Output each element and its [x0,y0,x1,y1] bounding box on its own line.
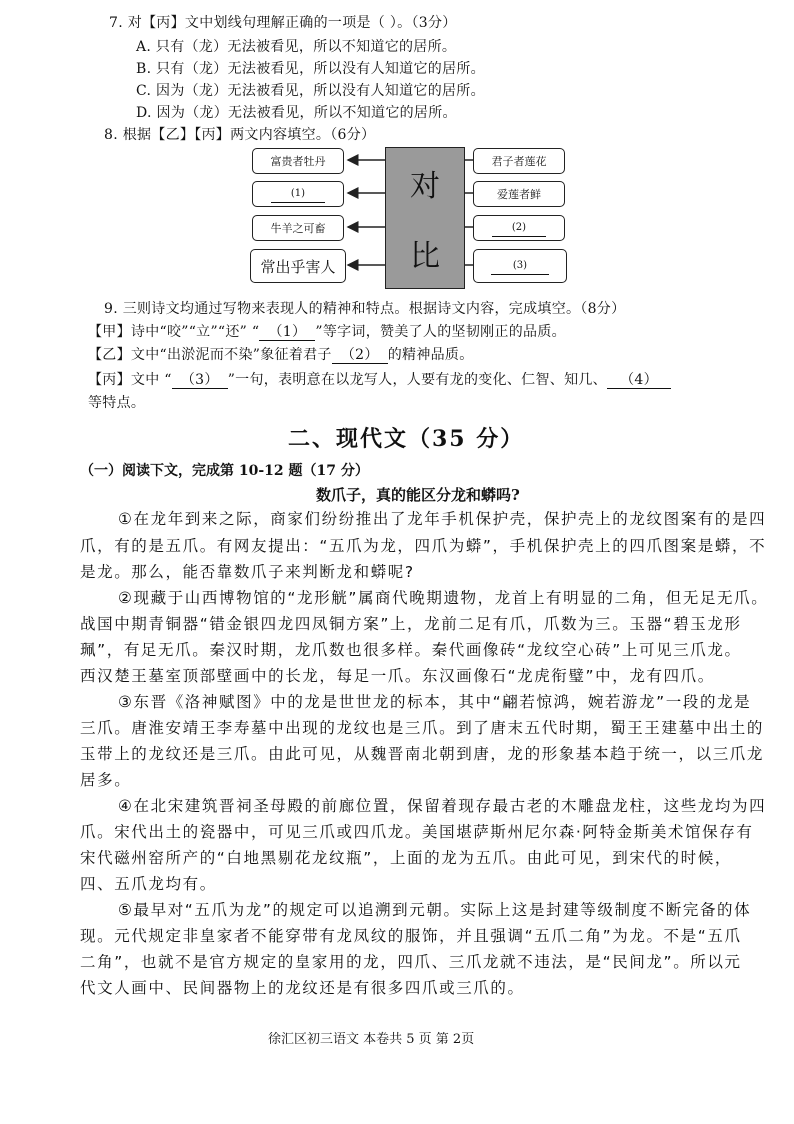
para-line: 战国中期青铜器“错金银四龙四凤铜方案”上，龙前二足有爪，爪数为三。玉器“碧玉龙形 [80,615,742,633]
q9-blank-4[interactable]: （4） [607,372,671,389]
q7-option-b: B. 只有（龙）无法被看见，所以没有人知道它的居所。 [136,61,485,77]
diagram-right-box-2: 爱莲者鲜 [473,181,565,207]
para-line: 珮”，有足无爪。秦汉时期，龙爪数也很多样。秦代画像砖“龙纹空心砖”上可见三爪龙。 [80,641,742,659]
q9-bing-end: 等特点。 [88,395,146,411]
diagram-left-box-1: 富贵者牡丹 [252,148,344,174]
q7-option-d: D. 因为（龙）无法被看见，所以不知道它的居所。 [136,105,457,121]
q8-stem: 8. 根据【乙】【丙】两文内容填空。（6分） [104,127,376,143]
diagram-right-box-4 [473,249,567,283]
para-line: 玉带上的龙纹还是三爪。由此可见，从魏晋南北朝到唐，龙的形象基本趋于统一，以三爪龙 [80,745,765,763]
para-line: 是龙。那么，能否靠数爪子来判断龙和蟒呢? [80,563,415,581]
q9-jia-line: 【甲】诗中“咬”“立”“还” “ （1） ”等字词，赞美了人的坚韧刚正的品质。 [88,324,566,340]
center-char-2: 比 [410,239,440,274]
para-line: ③东晋《洛神赋图》中的龙是世世龙的标本，其中“翩若惊鸿，婉若游龙”一段的龙是 [118,693,752,711]
para-line: ①在龙年到来之际，商家们纷纷推出了龙年手机保护壳，保护壳上的龙纹图案有的是四 [118,510,767,528]
para-line: 四、五爪龙均有。 [80,875,217,893]
para-line: ④在北宋建筑晋祠圣母殿的前廊位置，保留着现存最古老的木雕盘龙柱，这些龙均为四 [118,797,767,815]
para-line: 代文人画中、民间器物上的龙纹还是有很多四爪或三爪的。 [80,979,525,997]
para-line: 三爪。唐淮安靖王李寿墓中出现的龙纹也是三爪。到了唐末五代时期，蜀王王建墓中出土的 [80,719,765,737]
q7-option-a: A. 只有（龙）无法被看见，所以不知道它的居所。 [136,39,457,55]
center-char-1: 对 [410,169,440,204]
para-line: 爪，有的是五爪。有网友提出：“五爪为龙，四爪为蟒”，手机保护壳上的四爪图案是蟒，不 [80,537,767,555]
diagram-left-box-3: 牛羊之可畜 [252,215,344,241]
q9-bing-line: 【丙】文中 “ （3） ”一句，表明意在以龙写人，人要有龙的变化、仁智、知几、 （4） [88,369,671,389]
blank-1[interactable]: (1) [271,186,325,203]
q9-blank-3[interactable]: （3） [172,372,228,389]
q9-stem: 9. 三则诗文均通过写物来表现人的精神和特点。根据诗文内容，完成填空。（8分） [104,301,626,317]
q9-blank-2[interactable]: （2） [332,347,388,364]
para-line: 二角”，也就不是官方规定的皇家用的龙，四爪、三爪龙就不违法，是“民间龙”。所以元 [80,953,742,971]
para-line: 现。元代规定非皇家者不能穿带有龙凤纹的服饰，并且强调“五爪二角”为龙。不是“五爪 [80,927,742,945]
q9-blank-1[interactable]: （1） [259,324,315,341]
contrast-center-box [385,147,465,289]
diagram-left-box-4: 常出乎害人 [250,249,346,283]
para-line: 西汉楚王墓室顶部壁画中的长龙，每足一爪。东汉画像石“龙虎衔璧”中，龙有四爪。 [80,667,715,685]
section-subtitle: （一）阅读下文，完成第 10-12 题（17 分） [80,463,369,479]
q9-yi-line: 【乙】文中“出淤泥而不染”象征着君子 （2） 的精神品质。 [88,347,474,363]
para-line: 宋代磁州窑所产的“白地黑剔花龙纹瓶”，上面的龙为五爪。由此可见，到宋代的时候， [80,849,732,867]
para-line: ②现藏于山西博物馆的“龙形觥”属商代晚期遗物，龙首上有明显的二角，但无足无爪。 [118,589,769,607]
diagram-left-box-2 [252,181,344,207]
diagram-right-box-3 [473,215,565,241]
q7-stem: 7. 对【丙】文中划线句理解正确的一项是（ ）。（3分） [109,15,457,31]
diagram-right-box-1: 君子者莲花 [473,148,565,174]
section-title: 二、现代文（35 分） [288,426,525,452]
para-line: 居多。 [80,771,132,789]
page-footer: 徐汇区初三语文 本卷共 5 页 第 2页 [268,1032,475,1047]
blank-3[interactable]: (3) [491,258,549,275]
q7-option-c: C. 因为（龙）无法被看见，所以没有人知道它的居所。 [136,83,485,99]
para-line: ⑤最早对“五爪为龙”的规定可以追溯到元朝。实际上这是封建等级制度不断完备的体 [118,901,752,919]
article-title: 数爪子，真的能区分龙和蟒吗? [316,486,520,504]
para-line: 爪。宋代出土的瓷器中，可见三爪或四爪龙。美国堪萨斯州尼尔森·阿特金斯美术馆保存有 [80,823,754,841]
blank-2[interactable]: (2) [492,220,546,237]
